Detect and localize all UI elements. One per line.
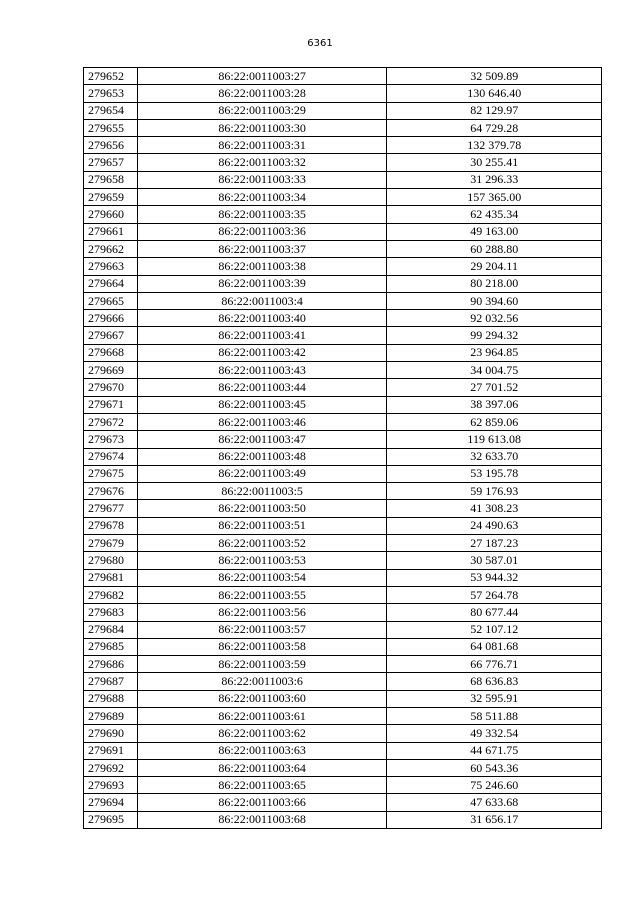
table-row (84, 223, 602, 240)
cadastral-value-cell: 27 187.23 (387, 535, 602, 552)
cadastral-value-cell: 53 195.78 (387, 465, 602, 482)
cadastral-value-cell: 47 633.68 (387, 794, 602, 811)
cadastral-value-cell: 60 288.80 (387, 240, 602, 257)
row-id-cell: 279679 (84, 535, 138, 552)
table-row (84, 535, 602, 552)
table-row (84, 413, 602, 430)
row-id-cell: 279665 (84, 292, 138, 309)
table-row (84, 690, 602, 707)
cadastral-number-cell: 86:22:0011003:62 (137, 725, 387, 742)
cadastral-number-cell: 86:22:0011003:43 (137, 362, 387, 379)
cadastral-number-cell: 86:22:0011003:34 (137, 189, 387, 206)
cadastral-value-cell: 29 204.11 (387, 258, 602, 275)
cadastral-value-cell: 38 397.06 (387, 396, 602, 413)
cadastral-number-cell: 86:22:0011003:28 (137, 85, 387, 102)
cadastral-value-cell: 68 636.83 (387, 673, 602, 690)
table-row (84, 725, 602, 742)
row-id-cell: 279690 (84, 725, 138, 742)
table-row (84, 310, 602, 327)
cadastral-number-cell: 86:22:0011003:39 (137, 275, 387, 292)
row-id-cell: 279654 (84, 102, 138, 119)
row-id-cell: 279678 (84, 517, 138, 534)
cadastral-number-cell: 86:22:0011003:50 (137, 500, 387, 517)
row-id-cell: 279663 (84, 258, 138, 275)
row-id-cell: 279674 (84, 448, 138, 465)
cadastral-value-cell: 59 176.93 (387, 483, 602, 500)
cadastral-value-cell: 30 587.01 (387, 552, 602, 569)
cadastral-value-cell: 34 004.75 (387, 362, 602, 379)
cadastral-value-cell: 130 646.40 (387, 85, 602, 102)
cadastral-value-cell: 80 677.44 (387, 604, 602, 621)
table-row (84, 119, 602, 136)
cadastral-number-cell: 86:22:0011003:56 (137, 604, 387, 621)
cadastral-number-cell: 86:22:0011003:57 (137, 621, 387, 638)
table-row (84, 137, 602, 154)
row-id-cell: 279669 (84, 362, 138, 379)
cadastral-number-cell: 86:22:0011003:40 (137, 310, 387, 327)
row-id-cell: 279657 (84, 154, 138, 171)
cadastral-value-cell: 24 490.63 (387, 517, 602, 534)
cadastral-value-cell: 44 671.75 (387, 742, 602, 759)
row-id-cell: 279682 (84, 586, 138, 603)
table-row (84, 206, 602, 223)
table-row (84, 759, 602, 776)
table-row (84, 483, 602, 500)
cadastral-value-cell: 90 394.60 (387, 292, 602, 309)
cadastral-number-cell: 86:22:0011003:32 (137, 154, 387, 171)
cadastral-number-cell: 86:22:0011003:65 (137, 777, 387, 794)
cadastral-value-cell: 75 246.60 (387, 777, 602, 794)
row-id-cell: 279685 (84, 638, 138, 655)
cadastral-number-cell: 86:22:0011003:63 (137, 742, 387, 759)
row-id-cell: 279687 (84, 673, 138, 690)
cadastral-value-cell: 60 543.36 (387, 759, 602, 776)
row-id-cell: 279692 (84, 759, 138, 776)
cadastral-number-cell: 86:22:0011003:29 (137, 102, 387, 119)
cadastral-number-cell: 86:22:0011003:52 (137, 535, 387, 552)
table-row (84, 102, 602, 119)
cadastral-value-cell: 31 296.33 (387, 171, 602, 188)
page-number: 6361 (307, 38, 333, 49)
cadastral-value-cell: 41 308.23 (387, 500, 602, 517)
cadastral-number-cell: 86:22:0011003:60 (137, 690, 387, 707)
cadastral-value-cell: 32 509.89 (387, 68, 602, 85)
cadastral-number-cell: 86:22:0011003:42 (137, 344, 387, 361)
row-id-cell: 279688 (84, 690, 138, 707)
table-row (84, 811, 602, 828)
table-row (84, 68, 602, 85)
cadastral-number-cell: 86:22:0011003:35 (137, 206, 387, 223)
cadastral-value-cell: 49 332.54 (387, 725, 602, 742)
cadastral-number-cell: 86:22:0011003:64 (137, 759, 387, 776)
table-row (84, 586, 602, 603)
row-id-cell: 279666 (84, 310, 138, 327)
row-id-cell: 279695 (84, 811, 138, 828)
row-id-cell: 279671 (84, 396, 138, 413)
table-row (84, 552, 602, 569)
table-row (84, 240, 602, 257)
row-id-cell: 279675 (84, 465, 138, 482)
cadastral-number-cell: 86:22:0011003:58 (137, 638, 387, 655)
cadastral-number-cell: 86:22:0011003:68 (137, 811, 387, 828)
cadastral-value-cell: 64 081.68 (387, 638, 602, 655)
row-id-cell: 279681 (84, 569, 138, 586)
table-row (84, 396, 602, 413)
cadastral-number-cell: 86:22:0011003:54 (137, 569, 387, 586)
table-row (84, 638, 602, 655)
cadastral-number-cell: 86:22:0011003:51 (137, 517, 387, 534)
cadastral-number-cell: 86:22:0011003:6 (137, 673, 387, 690)
table-row (84, 742, 602, 759)
table-row (84, 465, 602, 482)
row-id-cell: 279693 (84, 777, 138, 794)
cadastral-number-cell: 86:22:0011003:55 (137, 586, 387, 603)
cadastral-value-cell: 52 107.12 (387, 621, 602, 638)
cadastral-number-cell: 86:22:0011003:36 (137, 223, 387, 240)
cadastral-value-cell: 32 633.70 (387, 448, 602, 465)
cadastral-number-cell: 86:22:0011003:46 (137, 413, 387, 430)
cadastral-value-cell: 82 129.97 (387, 102, 602, 119)
row-id-cell: 279691 (84, 742, 138, 759)
cadastral-value-cell: 132 379.78 (387, 137, 602, 154)
row-id-cell: 279673 (84, 431, 138, 448)
table-row (84, 379, 602, 396)
table-row (84, 673, 602, 690)
row-id-cell: 279686 (84, 656, 138, 673)
table-row (84, 517, 602, 534)
cadastral-value-cell: 53 944.32 (387, 569, 602, 586)
table-row (84, 344, 602, 361)
cadastral-value-table (83, 67, 602, 829)
table-row (84, 327, 602, 344)
cadastral-number-cell: 86:22:0011003:5 (137, 483, 387, 500)
cadastral-value-cell: 49 163.00 (387, 223, 602, 240)
row-id-cell: 279670 (84, 379, 138, 396)
table-row (84, 707, 602, 724)
row-id-cell: 279661 (84, 223, 138, 240)
cadastral-number-cell: 86:22:0011003:38 (137, 258, 387, 275)
cadastral-number-cell: 86:22:0011003:59 (137, 656, 387, 673)
cadastral-value-cell: 92 032.56 (387, 310, 602, 327)
table-row (84, 189, 602, 206)
cadastral-number-cell: 86:22:0011003:49 (137, 465, 387, 482)
cadastral-value-cell: 23 964.85 (387, 344, 602, 361)
cadastral-value-cell: 66 776.71 (387, 656, 602, 673)
cadastral-number-cell: 86:22:0011003:27 (137, 68, 387, 85)
cadastral-number-cell: 86:22:0011003:33 (137, 171, 387, 188)
cadastral-number-cell: 86:22:0011003:41 (137, 327, 387, 344)
cadastral-number-cell: 86:22:0011003:31 (137, 137, 387, 154)
row-id-cell: 279662 (84, 240, 138, 257)
cadastral-number-cell: 86:22:0011003:61 (137, 707, 387, 724)
table-row (84, 292, 602, 309)
cadastral-value-cell: 62 859.06 (387, 413, 602, 430)
cadastral-value-cell: 157 365.00 (387, 189, 602, 206)
table-row (84, 362, 602, 379)
table-row (84, 621, 602, 638)
cadastral-number-cell: 86:22:0011003:66 (137, 794, 387, 811)
row-id-cell: 279683 (84, 604, 138, 621)
row-id-cell: 279659 (84, 189, 138, 206)
row-id-cell: 279658 (84, 171, 138, 188)
table-row (84, 154, 602, 171)
row-id-cell: 279668 (84, 344, 138, 361)
cadastral-number-cell: 86:22:0011003:4 (137, 292, 387, 309)
cadastral-value-cell: 119 613.08 (387, 431, 602, 448)
table-row (84, 258, 602, 275)
table-row (84, 431, 602, 448)
cadastral-value-cell: 57 264.78 (387, 586, 602, 603)
cadastral-number-cell: 86:22:0011003:53 (137, 552, 387, 569)
table-body (84, 68, 602, 829)
cadastral-number-cell: 86:22:0011003:37 (137, 240, 387, 257)
table-row (84, 604, 602, 621)
table-row (84, 448, 602, 465)
table-row (84, 500, 602, 517)
cadastral-number-cell: 86:22:0011003:45 (137, 396, 387, 413)
cadastral-value-cell: 64 729.28 (387, 119, 602, 136)
row-id-cell: 279684 (84, 621, 138, 638)
cadastral-value-cell: 32 595.91 (387, 690, 602, 707)
row-id-cell: 279656 (84, 137, 138, 154)
row-id-cell: 279676 (84, 483, 138, 500)
row-id-cell: 279660 (84, 206, 138, 223)
cadastral-number-cell: 86:22:0011003:48 (137, 448, 387, 465)
cadastral-value-cell: 30 255.41 (387, 154, 602, 171)
row-id-cell: 279694 (84, 794, 138, 811)
row-id-cell: 279672 (84, 413, 138, 430)
row-id-cell: 279667 (84, 327, 138, 344)
row-id-cell: 279689 (84, 707, 138, 724)
row-id-cell: 279653 (84, 85, 138, 102)
row-id-cell: 279655 (84, 119, 138, 136)
cadastral-value-cell: 99 294.32 (387, 327, 602, 344)
cadastral-value-cell: 80 218.00 (387, 275, 602, 292)
table-row (84, 85, 602, 102)
row-id-cell: 279652 (84, 68, 138, 85)
table-row (84, 656, 602, 673)
cadastral-value-cell: 58 511.88 (387, 707, 602, 724)
cadastral-value-cell: 27 701.52 (387, 379, 602, 396)
cadastral-value-cell: 62 435.34 (387, 206, 602, 223)
row-id-cell: 279680 (84, 552, 138, 569)
table-row (84, 275, 602, 292)
table-row (84, 794, 602, 811)
cadastral-number-cell: 86:22:0011003:47 (137, 431, 387, 448)
cadastral-number-cell: 86:22:0011003:44 (137, 379, 387, 396)
row-id-cell: 279677 (84, 500, 138, 517)
cadastral-number-cell: 86:22:0011003:30 (137, 119, 387, 136)
table-row (84, 777, 602, 794)
table-row (84, 569, 602, 586)
cadastral-value-cell: 31 656.17 (387, 811, 602, 828)
table-row (84, 171, 602, 188)
row-id-cell: 279664 (84, 275, 138, 292)
